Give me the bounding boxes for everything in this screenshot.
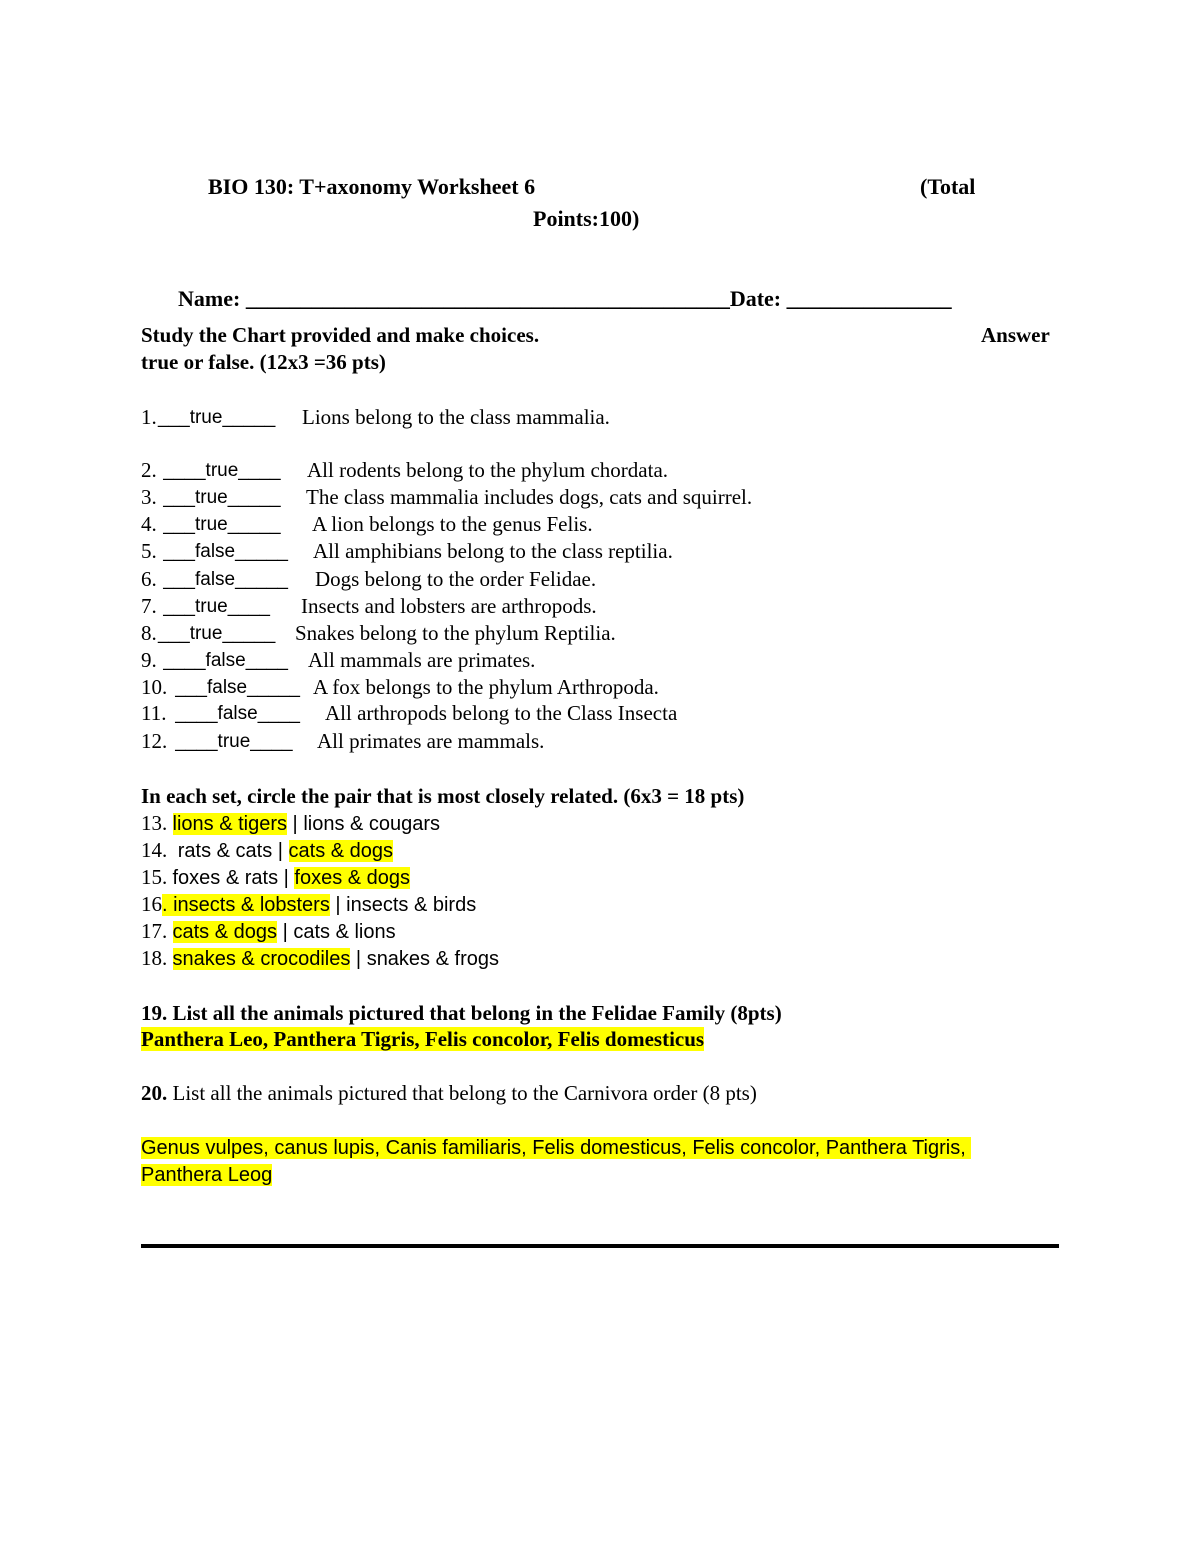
answer-value: false xyxy=(206,677,248,698)
answer-blank-post: ____ xyxy=(257,703,300,724)
tf-item-number: 2. xyxy=(141,458,157,482)
tf-item-number: 9. xyxy=(141,648,157,672)
date-label: Date: xyxy=(729,286,787,311)
q20-text: List all the animals pictured that belong to the Carnivora order (8 pts) xyxy=(167,1081,757,1105)
answer-value: true xyxy=(194,596,228,617)
answer-value: true xyxy=(194,514,228,535)
tf-item-answer[interactable] xyxy=(158,597,270,616)
answer-blank-pre: ____ xyxy=(158,460,206,481)
tf-item-statement: A lion belongs to the genus Felis. xyxy=(312,512,593,536)
pair-option-b[interactable]: cats & lions xyxy=(293,921,396,943)
answer-blank-pre: ____ xyxy=(158,650,206,671)
section1-answer-label: Answer xyxy=(981,323,1050,347)
tf-item-statement: All arthropods belong to the Class Insecta xyxy=(325,701,678,725)
pair-item-number: 18. xyxy=(141,946,173,970)
q19-answer-text: Panthera Leo, Panthera Tigris, Felis concolor, Felis domesticus xyxy=(141,1027,705,1051)
worksheet-title: BIO 130: T+axonomy Worksheet 6 xyxy=(208,174,536,199)
answer-value: true xyxy=(189,623,223,644)
pair-item-number: 13. xyxy=(141,811,173,835)
pair-option-a[interactable]: snakes & crocodiles xyxy=(172,948,351,970)
tf-item-answer[interactable] xyxy=(158,515,281,534)
answer-value: false xyxy=(217,703,258,724)
answer-blank-post: _____ xyxy=(222,623,276,644)
tf-item-number: 3. xyxy=(141,485,157,509)
tf-item-answer[interactable] xyxy=(170,732,293,751)
q20-answer-line2 xyxy=(141,1165,272,1185)
answer-blank-pre: ___ xyxy=(158,487,195,508)
pair-item xyxy=(141,894,476,915)
tf-item-statement: All mammals are primates. xyxy=(308,648,536,672)
tf-item-answer[interactable] xyxy=(170,704,300,723)
section1-heading-cont: true or false. (12x3 =36 pts) xyxy=(141,350,386,374)
q20-answer-text1: Genus vulpes, canus lupis, Canis familiaris, Felis domesticus, Felis concolor, Panthera Tigris, xyxy=(141,1137,972,1159)
answer-value: true xyxy=(205,460,239,481)
tf-item-number: 7. xyxy=(141,594,157,618)
answer-blank-pre: ___ xyxy=(158,596,195,617)
pair-option-a[interactable]: . insects & lobsters xyxy=(162,894,330,916)
pair-item-number: 15. xyxy=(141,865,173,889)
tf-item-answer[interactable] xyxy=(158,542,288,561)
answer-blank-pre: ___ xyxy=(158,514,195,535)
tf-item-number: 10. xyxy=(141,675,168,699)
answer-blank-pre: ____ xyxy=(170,703,218,724)
tf-item-answer[interactable] xyxy=(158,408,275,427)
name-blank[interactable]: ____________________________________________ xyxy=(245,286,730,311)
answer-blank-pre: ___ xyxy=(158,569,195,590)
answer-blank-post: _____ xyxy=(227,487,281,508)
pair-separator: | xyxy=(287,813,304,835)
pair-item xyxy=(141,813,440,834)
tf-item-answer[interactable] xyxy=(158,488,281,507)
pair-option-a[interactable]: rats & cats xyxy=(177,840,273,862)
tf-item-answer[interactable] xyxy=(170,678,300,697)
pair-item xyxy=(141,840,393,861)
tf-item-number: 12. xyxy=(141,729,168,753)
pair-separator: | xyxy=(277,921,294,943)
answer-blank-post: ____ xyxy=(250,731,293,752)
section2-heading: In each set, circle the pair that is most closely related. (6x3 = 18 pts) xyxy=(141,784,745,808)
answer-value: true xyxy=(217,731,251,752)
pair-item xyxy=(141,921,396,942)
q19-answer xyxy=(141,1029,704,1050)
pair-option-a[interactable]: lions & tigers xyxy=(172,813,287,835)
tf-item-statement: Snakes belong to the phylum Reptilia. xyxy=(295,621,616,645)
q20-answer-text2: Panthera Leog xyxy=(141,1164,273,1186)
answer-blank-post: ____ xyxy=(245,650,288,671)
answer-blank-post: ____ xyxy=(227,596,271,617)
pair-separator: | xyxy=(278,867,295,889)
answer-blank-pre: ___ xyxy=(170,677,207,698)
tf-item-statement: All amphibians belong to the class reptilia. xyxy=(313,539,673,563)
tf-item-number: 1. xyxy=(141,405,157,429)
q20-answer-line1 xyxy=(141,1138,971,1158)
tf-item-statement: Insects and lobsters are arthropods. xyxy=(301,594,597,618)
answer-value: true xyxy=(189,407,223,428)
date-blank[interactable]: _______________ xyxy=(786,286,952,311)
pair-option-a[interactable]: cats & dogs xyxy=(172,921,278,943)
q20-number: 20. xyxy=(141,1081,168,1105)
pair-option-b[interactable]: lions & cougars xyxy=(303,813,441,835)
answer-blank-post: _____ xyxy=(227,514,281,535)
tf-item-answer[interactable] xyxy=(158,624,275,643)
tf-item-answer[interactable] xyxy=(158,461,281,480)
pair-option-a[interactable]: foxes & rats xyxy=(172,867,279,889)
pair-separator: | xyxy=(272,840,289,862)
tf-item-statement: Lions belong to the class mammalia. xyxy=(302,405,610,429)
answer-value: false xyxy=(194,541,236,562)
pair-option-b[interactable]: cats & dogs xyxy=(288,840,394,862)
pair-separator: | xyxy=(350,948,367,970)
answer-blank-pre: ____ xyxy=(170,731,218,752)
tf-item-number: 11. xyxy=(141,701,167,725)
answer-blank-post: _____ xyxy=(235,569,288,590)
answer-value: true xyxy=(194,487,228,508)
tf-item-number: 5. xyxy=(141,539,157,563)
q19-label: 19. List all the animals pictured that belong in the Felidae Family (8pts) xyxy=(141,1001,782,1025)
pair-item-number: 16 xyxy=(141,892,162,916)
answer-value: false xyxy=(194,569,236,590)
tf-item-statement: A fox belongs to the phylum Arthropoda. xyxy=(313,675,659,699)
name-label: Name: xyxy=(178,286,246,311)
pair-item-number: 17. xyxy=(141,919,173,943)
bottom-rule xyxy=(141,1244,1059,1248)
tf-item-answer[interactable] xyxy=(158,651,288,670)
answer-blank-post: _____ xyxy=(247,677,300,698)
total-points-label: (Total xyxy=(920,174,976,199)
answer-blank-post: ____ xyxy=(238,460,281,481)
tf-item-statement: All rodents belong to the phylum chordata. xyxy=(307,458,669,482)
answer-blank-pre: ___ xyxy=(158,407,190,428)
answer-blank-pre: ___ xyxy=(158,623,190,644)
tf-item-number: 8. xyxy=(141,621,157,645)
pair-option-b[interactable]: snakes & frogs xyxy=(366,948,499,970)
q20-label xyxy=(141,1083,757,1104)
tf-item-number: 4. xyxy=(141,512,157,536)
tf-item-statement: The class mammalia includes dogs, cats and squirrel. xyxy=(306,485,753,509)
pair-separator: | xyxy=(329,894,347,916)
pair-item-number: 14. xyxy=(141,838,178,862)
pair-option-b[interactable]: insects & birds xyxy=(346,894,477,916)
tf-item-statement: All primates are mammals. xyxy=(317,729,545,753)
pair-item xyxy=(141,867,410,888)
tf-item-answer[interactable] xyxy=(158,570,288,589)
tf-item-number: 6. xyxy=(141,567,157,591)
tf-item-statement: Dogs belong to the order Felidae. xyxy=(315,567,597,591)
total-points-value: Points:100) xyxy=(533,206,640,231)
answer-blank-post: _____ xyxy=(222,407,276,428)
section1-heading: Study the Chart provided and make choices. xyxy=(141,323,540,347)
pair-item xyxy=(141,948,499,969)
pair-option-b[interactable]: foxes & dogs xyxy=(294,867,411,889)
answer-blank-post: _____ xyxy=(235,541,288,562)
answer-blank-pre: ___ xyxy=(158,541,195,562)
answer-value: false xyxy=(205,650,246,671)
